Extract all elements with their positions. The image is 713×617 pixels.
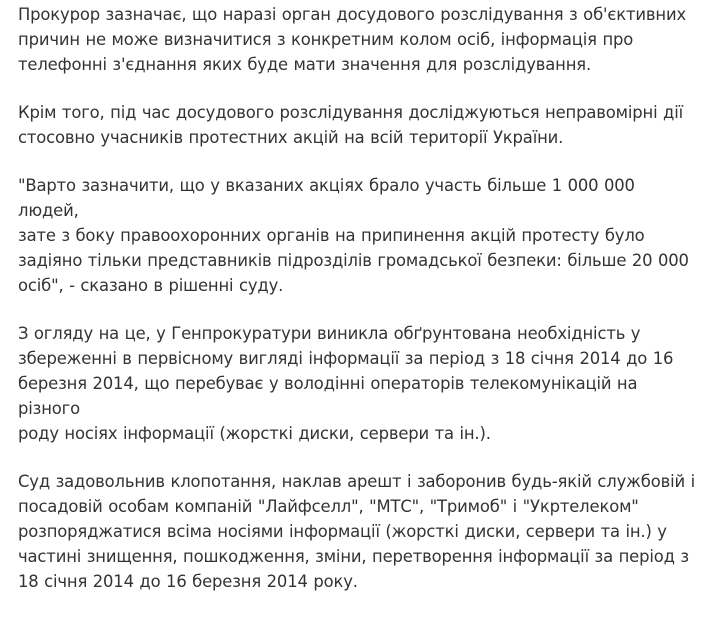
article-body: [18, 2, 698, 617]
article-paragraph-2: Крім того, під час досудового розслідування досліджуються неправомірні дії стосовно учасників протестних акцій на всій території України.: [18, 103, 684, 147]
article-paragraph-4: З огляду на це, у Генпрокуратури виникла обґрунтована необхідність у збереженні в первісному вигляді інформації за період з 18 січня 2014 до 16 березня 2014, що перебуває у володінні операторів телекомунікацій на різного роду носіях інформації (жорсткі диски, сервери та ін.).: [18, 324, 674, 443]
article-paragraph-1: Прокурор зазначає, що наразі орган досудового розслідування з об'єктивних причин не може визначитися з конкретним колом осіб, інформація про телефонні з'єднання яких буде мати значення для розслідування.: [18, 5, 687, 74]
article-paragraph-5: Суд задовольнив клопотання, наклав арешт і заборонив будь-якій службовій і посадовій особам компаній "Лайфселл", "МТС", "Тримоб" і "Укртелеком" розпоряджатися всіма носіями інформації (жорсткі диски, сервери та ін.) у частині знищення, пошкодження, зміни, перетворення інформації за період з 18 січня 2014 до 16 березня 2014 року.: [18, 472, 696, 591]
article-paragraph-3-quote: "Варто зазначити, що у вказаних акціях брало участь більше 1 000 000 людей, зате з боку правоохоронних органів на припинення акцій протесту було задіяно тільки представників підрозділів громадської безпеки: більше 20 000 осіб", - сказано в рішенні суду.: [18, 176, 689, 295]
